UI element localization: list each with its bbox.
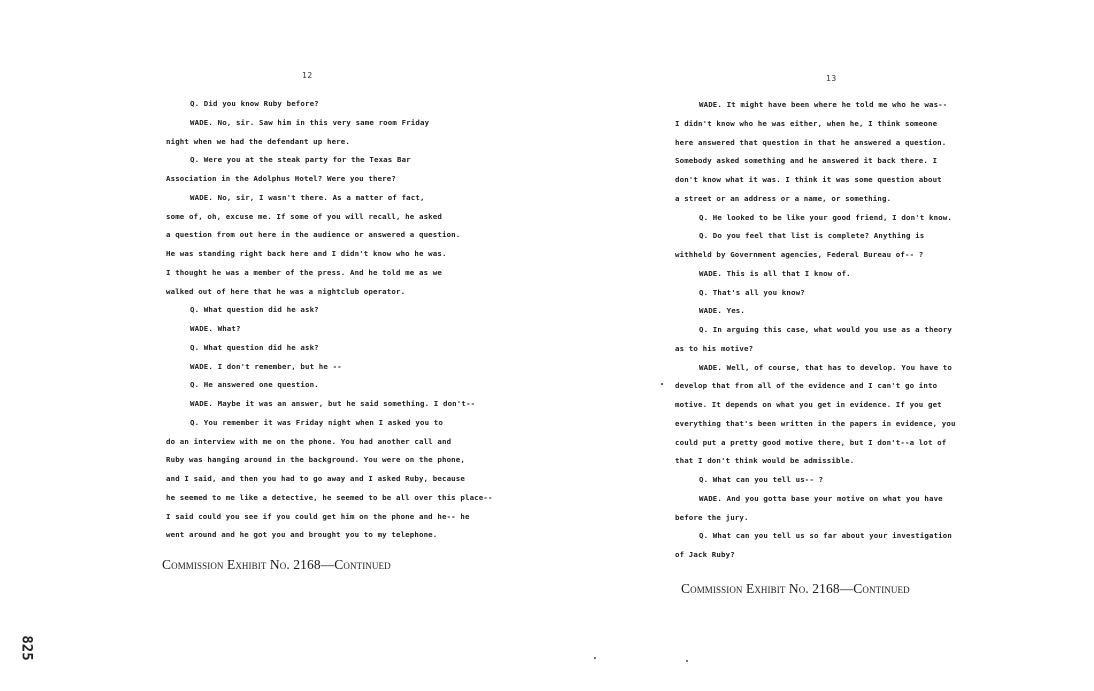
right-page-number: 13 (826, 74, 837, 83)
margin-page-number: 825 (18, 635, 35, 661)
right-line: WADE. This is all that I know of. (699, 268, 851, 278)
right-line: WADE. And you gotta base your motive on what you have (699, 493, 943, 503)
right-line: a street or an address or a name, or something. (675, 193, 892, 203)
right-line: Q. Do you feel that list is complete? Anything is (699, 231, 925, 241)
right-transcript (675, 96, 956, 565)
scan-speck (661, 383, 663, 385)
left-line: WADE. No, sir, I wasn't there. As a matter of fact, (190, 192, 425, 202)
left-transcript (166, 95, 493, 545)
left-line: Q. Were you at the steak party for the Texas Bar (190, 155, 411, 165)
left-line: WADE. I don't remember, but he -- (190, 361, 342, 371)
right-line: WADE. Yes. (699, 306, 745, 316)
scan-speck (594, 657, 596, 659)
right-line: Somebody asked something and he answered it back there. I (675, 156, 938, 166)
right-line: before the jury. (675, 512, 749, 522)
left-line: WADE. Maybe it was an answer, but he said something. I don't-- (190, 399, 476, 408)
left-line: Q. Did you know Ruby before? (190, 99, 319, 108)
right-line: Q. What can you tell us so far about your investigation (699, 531, 952, 541)
left-line: he seemed to me like a detective, he seemed to be all over this place-- (166, 492, 493, 502)
left-line: Q. What question did he ask? (190, 342, 319, 352)
right-page (547, 0, 1094, 691)
left-line: and I said, and then you had to go away and I asked Ruby, because (166, 474, 465, 483)
left-line: went around and he got you and brought you to my telephone. (166, 530, 438, 540)
left-line: night when we had the defendant up here. (166, 136, 350, 146)
left-line: WADE. No, sir. Saw him in this very same room Friday (190, 117, 430, 127)
right-line: that I don't think would be admissible. (675, 456, 855, 466)
left-line: Q. You remember it was Friday night when I asked you to (190, 417, 443, 427)
left-line: He was standing right back here and I didn't know who he was. (166, 249, 447, 258)
right-line: motive. It depends on what you get in evidence. If you get (675, 400, 942, 409)
right-line: everything that's been written in the papers in evidence, you (675, 418, 956, 428)
left-line: Ruby was hanging around in the background. You were on the phone, (166, 455, 465, 465)
right-line: Q. In arguing this case, what would you use as a theory (699, 325, 952, 334)
right-line: WADE. It might have been where he told me who he was-- (699, 100, 948, 109)
left-line: Q. What question did he ask? (190, 305, 319, 315)
left-line: I said could you see if you could get him on the phone and he-- he (166, 511, 470, 521)
right-line: here answered that question in that he answered a question. (675, 137, 947, 147)
right-line: don't know what it was. I think it was some question about (675, 175, 942, 184)
right-exhibit-caption: Commission Exhibit No. 2168—Continued (681, 581, 910, 596)
right-line: develop that from all of the evidence and I can't go into (675, 381, 938, 391)
left-line: Association in the Adolphus Hotel? Were you there? (166, 174, 396, 183)
scan-speck (686, 660, 688, 662)
right-line: of Jack Ruby? (675, 550, 735, 559)
right-line: Q. He looked to be like your good friend, I don't know. (699, 212, 952, 222)
right-line: Q. What can you tell us-- ? (699, 475, 824, 484)
left-line: WADE. What? (190, 324, 241, 333)
left-page-number: 12 (302, 71, 313, 80)
left-line: a question from out here in the audience or answered a question. (166, 230, 461, 240)
left-line: walked out of here that he was a nightclub operator. (166, 286, 406, 296)
right-line: as to his motive? (675, 343, 754, 353)
left-line: some of, oh, excuse me. If some of you will recall, he asked (166, 211, 442, 221)
left-exhibit-caption: Commission Exhibit No. 2168—Continued (162, 557, 391, 572)
right-line: could put a pretty good motive there, but I don't--a lot of (675, 437, 947, 447)
right-line: WADE. Well, of course, that has to develop. You have to (699, 362, 952, 372)
right-line: I didn't know who he was either, when he, I think someone (675, 118, 938, 128)
right-line: Q. That's all you know? (699, 287, 805, 297)
left-line: Q. He answered one question. (190, 380, 319, 390)
left-line: I thought he was a member of the press. And he told me as we (166, 267, 442, 277)
left-line: do an interview with me on the phone. You had another call and (166, 436, 452, 446)
right-line: withheld by Government agencies, Federal Bureau of-- ? (675, 250, 924, 259)
